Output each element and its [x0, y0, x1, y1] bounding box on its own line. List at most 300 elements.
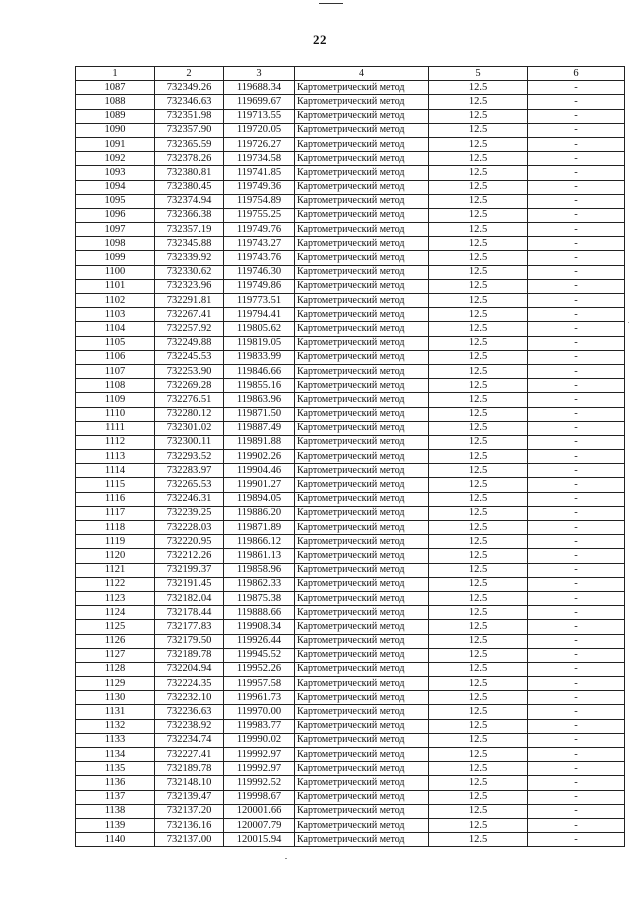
accuracy-cell: 12.5 [429, 294, 528, 308]
y-coordinate-cell: 119858.96 [224, 563, 295, 577]
table-row [76, 435, 625, 449]
method-cell: Картометрический метод [295, 790, 429, 804]
method-cell: Картометрический метод [295, 251, 429, 265]
method-cell: Картометрический метод [295, 223, 429, 237]
accuracy-cell: 12.5 [429, 563, 528, 577]
y-coordinate-cell: 120007.79 [224, 818, 295, 832]
method-cell: Картометрический метод [295, 194, 429, 208]
header-col-5: 5 [429, 67, 528, 81]
description-cell: - [528, 223, 625, 237]
page-number: 22 [313, 32, 327, 47]
accuracy-cell: 12.5 [429, 308, 528, 322]
accuracy-cell: 12.5 [429, 691, 528, 705]
table-row [76, 577, 625, 591]
method-cell: Картометрический метод [295, 492, 429, 506]
description-cell: - [528, 435, 625, 449]
accuracy-cell: 12.5 [429, 464, 528, 478]
table-row [76, 818, 625, 832]
accuracy-cell: 12.5 [429, 350, 528, 364]
y-coordinate-cell: 119863.96 [224, 393, 295, 407]
x-coordinate-cell: 732265.53 [155, 478, 224, 492]
point-number-cell: 1102 [76, 294, 155, 308]
y-coordinate-cell: 119990.02 [224, 733, 295, 747]
method-cell: Картометрический метод [295, 123, 429, 137]
method-cell: Картометрический метод [295, 81, 429, 95]
table-row [76, 152, 625, 166]
accuracy-cell: 12.5 [429, 733, 528, 747]
table-row [76, 180, 625, 194]
y-coordinate-cell: 120001.66 [224, 804, 295, 818]
x-coordinate-cell: 732249.88 [155, 336, 224, 350]
point-number-cell: 1101 [76, 279, 155, 293]
accuracy-cell: 12.5 [429, 208, 528, 222]
method-cell: Картометрический метод [295, 705, 429, 719]
description-cell: - [528, 535, 625, 549]
table-row [76, 166, 625, 180]
method-cell: Картометрический метод [295, 109, 429, 123]
method-cell: Картометрический метод [295, 322, 429, 336]
point-number-cell: 1110 [76, 407, 155, 421]
y-coordinate-cell: 119957.58 [224, 677, 295, 691]
accuracy-cell: 12.5 [429, 478, 528, 492]
description-cell: - [528, 265, 625, 279]
accuracy-cell: 12.5 [429, 364, 528, 378]
point-number-cell: 1124 [76, 606, 155, 620]
x-coordinate-cell: 732280.12 [155, 407, 224, 421]
y-coordinate-cell: 119875.38 [224, 591, 295, 605]
y-coordinate-cell: 119862.33 [224, 577, 295, 591]
accuracy-cell: 12.5 [429, 81, 528, 95]
point-number-cell: 1125 [76, 620, 155, 634]
x-coordinate-cell: 732182.04 [155, 591, 224, 605]
method-cell: Картометрический метод [295, 208, 429, 222]
accuracy-cell: 12.5 [429, 549, 528, 563]
x-coordinate-cell: 732330.62 [155, 265, 224, 279]
x-coordinate-cell: 732234.74 [155, 733, 224, 747]
header-col-4: 4 [295, 67, 429, 81]
y-coordinate-cell: 119749.76 [224, 223, 295, 237]
method-cell: Картометрический метод [295, 435, 429, 449]
x-coordinate-cell: 732374.94 [155, 194, 224, 208]
y-coordinate-cell: 119755.25 [224, 208, 295, 222]
description-cell: - [528, 833, 625, 847]
description-cell: - [528, 123, 625, 137]
y-coordinate-cell: 119961.73 [224, 691, 295, 705]
point-number-cell: 1134 [76, 748, 155, 762]
header-col-1: 1 [76, 67, 155, 81]
header-col-2: 2 [155, 67, 224, 81]
method-cell: Картометрический метод [295, 279, 429, 293]
table-row [76, 407, 625, 421]
description-cell: - [528, 478, 625, 492]
description-cell: - [528, 591, 625, 605]
method-cell: Картометрический метод [295, 563, 429, 577]
y-coordinate-cell: 119908.34 [224, 620, 295, 634]
table-row [76, 265, 625, 279]
point-number-cell: 1137 [76, 790, 155, 804]
y-coordinate-cell: 119945.52 [224, 648, 295, 662]
point-number-cell: 1118 [76, 521, 155, 535]
header-col-3: 3 [224, 67, 295, 81]
accuracy-cell: 12.5 [429, 719, 528, 733]
scan-speck [628, 322, 629, 323]
method-cell: Картометрический метод [295, 719, 429, 733]
table-row [76, 123, 625, 137]
method-cell: Картометрический метод [295, 478, 429, 492]
point-number-cell: 1138 [76, 804, 155, 818]
point-number-cell: 1117 [76, 506, 155, 520]
x-coordinate-cell: 732177.83 [155, 620, 224, 634]
table-row [76, 237, 625, 251]
point-number-cell: 1089 [76, 109, 155, 123]
x-coordinate-cell: 732220.95 [155, 535, 224, 549]
accuracy-cell: 12.5 [429, 123, 528, 137]
accuracy-cell: 12.5 [429, 577, 528, 591]
x-coordinate-cell: 732293.52 [155, 450, 224, 464]
description-cell: - [528, 606, 625, 620]
y-coordinate-cell: 119805.62 [224, 322, 295, 336]
accuracy-cell: 12.5 [429, 620, 528, 634]
description-cell: - [528, 648, 625, 662]
description-cell: - [528, 81, 625, 95]
x-coordinate-cell: 732253.90 [155, 364, 224, 378]
x-coordinate-cell: 732232.10 [155, 691, 224, 705]
y-coordinate-cell: 119992.97 [224, 762, 295, 776]
accuracy-cell: 12.5 [429, 648, 528, 662]
method-cell: Картометрический метод [295, 634, 429, 648]
point-number-cell: 1105 [76, 336, 155, 350]
top-scan-mark [319, 3, 343, 4]
method-cell: Картометрический метод [295, 521, 429, 535]
table-row [76, 137, 625, 151]
x-coordinate-cell: 732257.92 [155, 322, 224, 336]
x-coordinate-cell: 732357.19 [155, 223, 224, 237]
description-cell: - [528, 577, 625, 591]
table-row [76, 109, 625, 123]
table-row [76, 194, 625, 208]
y-coordinate-cell: 119894.05 [224, 492, 295, 506]
description-cell: - [528, 705, 625, 719]
description-cell: - [528, 322, 625, 336]
accuracy-cell: 12.5 [429, 521, 528, 535]
description-cell: - [528, 294, 625, 308]
point-number-cell: 1122 [76, 577, 155, 591]
y-coordinate-cell: 119688.34 [224, 81, 295, 95]
table-row [76, 95, 625, 109]
y-coordinate-cell: 119901.27 [224, 478, 295, 492]
point-number-cell: 1087 [76, 81, 155, 95]
y-coordinate-cell: 119861.13 [224, 549, 295, 563]
table-row [76, 464, 625, 478]
accuracy-cell: 12.5 [429, 322, 528, 336]
table-row [76, 322, 625, 336]
accuracy-cell: 12.5 [429, 137, 528, 151]
description-cell: - [528, 804, 625, 818]
table-row [76, 379, 625, 393]
x-coordinate-cell: 732178.44 [155, 606, 224, 620]
description-cell: - [528, 350, 625, 364]
table-row [76, 677, 625, 691]
point-number-cell: 1094 [76, 180, 155, 194]
point-number-cell: 1135 [76, 762, 155, 776]
y-coordinate-cell: 119699.67 [224, 95, 295, 109]
table-row [76, 790, 625, 804]
table-row [76, 364, 625, 378]
x-coordinate-cell: 732204.94 [155, 662, 224, 676]
method-cell: Картометрический метод [295, 407, 429, 421]
method-cell: Картометрический метод [295, 818, 429, 832]
y-coordinate-cell: 120015.94 [224, 833, 295, 847]
table-row [76, 208, 625, 222]
x-coordinate-cell: 732189.78 [155, 762, 224, 776]
point-number-cell: 1129 [76, 677, 155, 691]
y-coordinate-cell: 119992.97 [224, 748, 295, 762]
point-number-cell: 1121 [76, 563, 155, 577]
method-cell: Картометрический метод [295, 308, 429, 322]
method-cell: Картометрический метод [295, 237, 429, 251]
point-number-cell: 1099 [76, 251, 155, 265]
table-row [76, 719, 625, 733]
accuracy-cell: 12.5 [429, 407, 528, 421]
x-coordinate-cell: 732227.41 [155, 748, 224, 762]
point-number-cell: 1112 [76, 435, 155, 449]
description-cell: - [528, 109, 625, 123]
x-coordinate-cell: 732228.03 [155, 521, 224, 535]
method-cell: Картометрический метод [295, 379, 429, 393]
method-cell: Картометрический метод [295, 137, 429, 151]
accuracy-cell: 12.5 [429, 662, 528, 676]
x-coordinate-cell: 732378.26 [155, 152, 224, 166]
y-coordinate-cell: 119970.00 [224, 705, 295, 719]
header-row [76, 67, 625, 81]
method-cell: Картометрический метод [295, 166, 429, 180]
point-number-cell: 1097 [76, 223, 155, 237]
x-coordinate-cell: 732239.25 [155, 506, 224, 520]
x-coordinate-cell: 732276.51 [155, 393, 224, 407]
method-cell: Картометрический метод [295, 662, 429, 676]
method-cell: Картометрический метод [295, 748, 429, 762]
y-coordinate-cell: 119743.76 [224, 251, 295, 265]
accuracy-cell: 12.5 [429, 818, 528, 832]
accuracy-cell: 12.5 [429, 393, 528, 407]
y-coordinate-cell: 119891.88 [224, 435, 295, 449]
x-coordinate-cell: 732189.78 [155, 648, 224, 662]
description-cell: - [528, 450, 625, 464]
x-coordinate-cell: 732349.26 [155, 81, 224, 95]
y-coordinate-cell: 119846.66 [224, 364, 295, 378]
description-cell: - [528, 237, 625, 251]
x-coordinate-cell: 732191.45 [155, 577, 224, 591]
point-number-cell: 1133 [76, 733, 155, 747]
method-cell: Картометрический метод [295, 620, 429, 634]
table-row [76, 563, 625, 577]
accuracy-cell: 12.5 [429, 634, 528, 648]
scan-speck [285, 858, 287, 859]
y-coordinate-cell: 119749.86 [224, 279, 295, 293]
x-coordinate-cell: 732212.26 [155, 549, 224, 563]
y-coordinate-cell: 119741.85 [224, 166, 295, 180]
description-cell: - [528, 762, 625, 776]
accuracy-cell: 12.5 [429, 833, 528, 847]
point-number-cell: 1092 [76, 152, 155, 166]
description-cell: - [528, 748, 625, 762]
point-number-cell: 1106 [76, 350, 155, 364]
accuracy-cell: 12.5 [429, 435, 528, 449]
accuracy-cell: 12.5 [429, 677, 528, 691]
table-row [76, 691, 625, 705]
method-cell: Картометрический метод [295, 450, 429, 464]
description-cell: - [528, 492, 625, 506]
accuracy-cell: 12.5 [429, 95, 528, 109]
x-coordinate-cell: 732380.45 [155, 180, 224, 194]
method-cell: Картометрический метод [295, 648, 429, 662]
x-coordinate-cell: 732269.28 [155, 379, 224, 393]
method-cell: Картометрический метод [295, 804, 429, 818]
accuracy-cell: 12.5 [429, 790, 528, 804]
method-cell: Картометрический метод [295, 577, 429, 591]
accuracy-cell: 12.5 [429, 251, 528, 265]
point-number-cell: 1093 [76, 166, 155, 180]
point-number-cell: 1127 [76, 648, 155, 662]
table-row [76, 251, 625, 265]
y-coordinate-cell: 119754.89 [224, 194, 295, 208]
point-number-cell: 1104 [76, 322, 155, 336]
accuracy-cell: 12.5 [429, 705, 528, 719]
x-coordinate-cell: 732148.10 [155, 776, 224, 790]
accuracy-cell: 12.5 [429, 776, 528, 790]
table-row [76, 393, 625, 407]
method-cell: Картометрический метод [295, 591, 429, 605]
table-row [76, 591, 625, 605]
x-coordinate-cell: 732179.50 [155, 634, 224, 648]
y-coordinate-cell: 119992.52 [224, 776, 295, 790]
point-number-cell: 1090 [76, 123, 155, 137]
y-coordinate-cell: 119819.05 [224, 336, 295, 350]
description-cell: - [528, 677, 625, 691]
table-row [76, 662, 625, 676]
y-coordinate-cell: 119855.16 [224, 379, 295, 393]
table-row [76, 450, 625, 464]
accuracy-cell: 12.5 [429, 492, 528, 506]
accuracy-cell: 12.5 [429, 421, 528, 435]
point-number-cell: 1115 [76, 478, 155, 492]
table-row [76, 648, 625, 662]
description-cell: - [528, 563, 625, 577]
description-cell: - [528, 421, 625, 435]
y-coordinate-cell: 119726.27 [224, 137, 295, 151]
point-number-cell: 1107 [76, 364, 155, 378]
y-coordinate-cell: 119886.20 [224, 506, 295, 520]
method-cell: Картометрический метод [295, 833, 429, 847]
y-coordinate-cell: 119794.41 [224, 308, 295, 322]
point-number-cell: 1088 [76, 95, 155, 109]
x-coordinate-cell: 732357.90 [155, 123, 224, 137]
y-coordinate-cell: 119902.26 [224, 450, 295, 464]
x-coordinate-cell: 732224.35 [155, 677, 224, 691]
x-coordinate-cell: 732301.02 [155, 421, 224, 435]
accuracy-cell: 12.5 [429, 166, 528, 180]
point-number-cell: 1100 [76, 265, 155, 279]
x-coordinate-cell: 732323.96 [155, 279, 224, 293]
y-coordinate-cell: 119983.77 [224, 719, 295, 733]
accuracy-cell: 12.5 [429, 535, 528, 549]
table-row [76, 549, 625, 563]
accuracy-cell: 12.5 [429, 336, 528, 350]
point-number-cell: 1091 [76, 137, 155, 151]
method-cell: Картометрический метод [295, 421, 429, 435]
description-cell: - [528, 620, 625, 634]
y-coordinate-cell: 119871.89 [224, 521, 295, 535]
table-row [76, 606, 625, 620]
description-cell: - [528, 719, 625, 733]
x-coordinate-cell: 732345.88 [155, 237, 224, 251]
accuracy-cell: 12.5 [429, 591, 528, 605]
accuracy-cell: 12.5 [429, 748, 528, 762]
table-row [76, 535, 625, 549]
table-row [76, 762, 625, 776]
method-cell: Картометрический метод [295, 506, 429, 520]
x-coordinate-cell: 732339.92 [155, 251, 224, 265]
y-coordinate-cell: 119998.67 [224, 790, 295, 804]
table-row [76, 478, 625, 492]
method-cell: Картометрический метод [295, 393, 429, 407]
accuracy-cell: 12.5 [429, 265, 528, 279]
y-coordinate-cell: 119743.27 [224, 237, 295, 251]
description-cell: - [528, 95, 625, 109]
x-coordinate-cell: 732351.98 [155, 109, 224, 123]
accuracy-cell: 12.5 [429, 194, 528, 208]
x-coordinate-cell: 732137.00 [155, 833, 224, 847]
x-coordinate-cell: 732380.81 [155, 166, 224, 180]
method-cell: Картометрический метод [295, 95, 429, 109]
description-cell: - [528, 662, 625, 676]
point-number-cell: 1123 [76, 591, 155, 605]
accuracy-cell: 12.5 [429, 606, 528, 620]
table-row [76, 620, 625, 634]
x-coordinate-cell: 732283.97 [155, 464, 224, 478]
x-coordinate-cell: 732136.16 [155, 818, 224, 832]
description-cell: - [528, 733, 625, 747]
description-cell: - [528, 790, 625, 804]
table-header [76, 67, 625, 81]
accuracy-cell: 12.5 [429, 804, 528, 818]
method-cell: Картометрический метод [295, 733, 429, 747]
method-cell: Картометрический метод [295, 464, 429, 478]
accuracy-cell: 12.5 [429, 450, 528, 464]
description-cell: - [528, 818, 625, 832]
description-cell: - [528, 407, 625, 421]
y-coordinate-cell: 119904.46 [224, 464, 295, 478]
method-cell: Картометрический метод [295, 152, 429, 166]
accuracy-cell: 12.5 [429, 237, 528, 251]
description-cell: - [528, 464, 625, 478]
point-number-cell: 1108 [76, 379, 155, 393]
y-coordinate-cell: 119734.58 [224, 152, 295, 166]
point-number-cell: 1114 [76, 464, 155, 478]
table-row [76, 804, 625, 818]
table-row [76, 294, 625, 308]
table-row [76, 705, 625, 719]
coordinates-table [75, 66, 625, 847]
y-coordinate-cell: 119871.50 [224, 407, 295, 421]
point-number-cell: 1109 [76, 393, 155, 407]
table-row [76, 279, 625, 293]
method-cell: Картометрический метод [295, 265, 429, 279]
description-cell: - [528, 691, 625, 705]
point-number-cell: 1096 [76, 208, 155, 222]
y-coordinate-cell: 119746.30 [224, 265, 295, 279]
description-cell: - [528, 634, 625, 648]
